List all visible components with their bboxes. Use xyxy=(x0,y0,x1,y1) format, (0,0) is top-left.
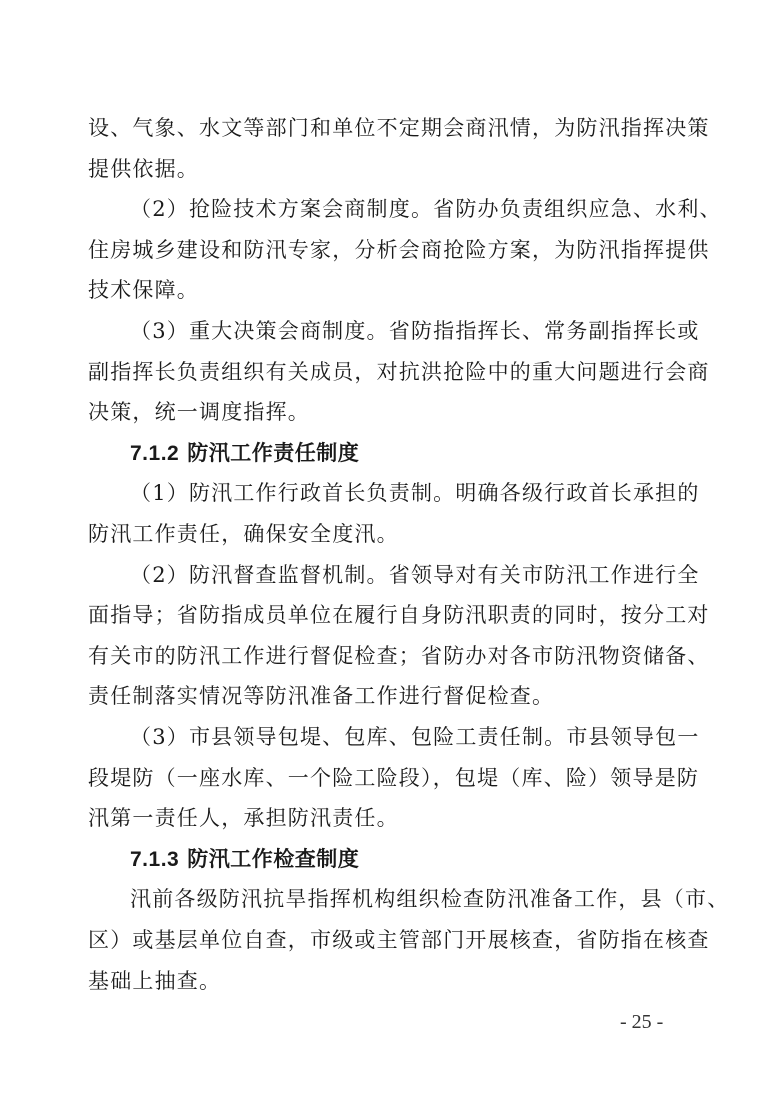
body-text-line: （3）重大决策会商制度。省防指指挥长、常务副指挥长或 xyxy=(130,319,700,343)
section-heading-7-1-3 xyxy=(130,844,359,875)
body-text-line: 决策，统一调度指挥。 xyxy=(88,400,310,424)
page-number: - 25 - xyxy=(620,1011,664,1033)
body-text-line: 区）或基层单位自查，市级或主管部门开展核查，省防指在核查 xyxy=(88,928,710,952)
body-text-line: 提供依据。 xyxy=(88,157,199,181)
section-title: 防汛工作责任制度 xyxy=(187,440,360,465)
body-text-line: 汛前各级防汛抗旱指挥机构组织检查防汛准备工作，县（市、 xyxy=(130,887,730,911)
body-text-line: 有关市的防汛工作进行督促检查；省防办对各市防汛物资储备、 xyxy=(88,644,710,668)
section-number: 7.1.3 xyxy=(130,848,180,871)
body-text-line: 防汛工作责任，确保安全度汛。 xyxy=(88,522,399,546)
body-text-line: 段堤防（一座水库、一个险工险段），包堤（库、险）领导是防 xyxy=(88,766,700,790)
body-text-line: 住房城乡建设和防汛专家，分析会商抢险方案，为防汛指挥提供 xyxy=(88,238,710,262)
body-text-line: 面指导；省防指成员单位在履行自身防汛职责的同时，按分工对 xyxy=(88,603,710,627)
body-text-line: （1）防汛工作行政首长负责制。明确各级行政首长承担的 xyxy=(130,481,700,505)
body-text-line: 技术保障。 xyxy=(88,278,199,302)
section-heading-7-1-2 xyxy=(130,438,359,469)
body-text-line: 副指挥长负责组织有关成员，对抗洪抢险中的重大问题进行会商 xyxy=(88,360,710,384)
body-text-line: （2）抢险技术方案会商制度。省防办负责组织应急、水利、 xyxy=(130,197,722,221)
body-text-line: 基础上抽查。 xyxy=(88,969,222,993)
body-text-line: （3）市县领导包堤、包库、包险工责任制。市县领导包一 xyxy=(130,725,700,749)
section-number: 7.1.2 xyxy=(130,442,180,465)
section-title: 防汛工作检查制度 xyxy=(187,846,360,871)
body-text-line: 设、气象、水文等部门和单位不定期会商汛情，为防汛指挥决策 xyxy=(88,116,710,140)
body-text-line: （2）防汛督查监督机制。省领导对有关市防汛工作进行全 xyxy=(130,563,700,587)
body-text-line: 责任制落实情况等防汛准备工作进行督促检查。 xyxy=(88,684,555,708)
body-text-line: 汛第一责任人，承担防汛责任。 xyxy=(88,806,399,830)
